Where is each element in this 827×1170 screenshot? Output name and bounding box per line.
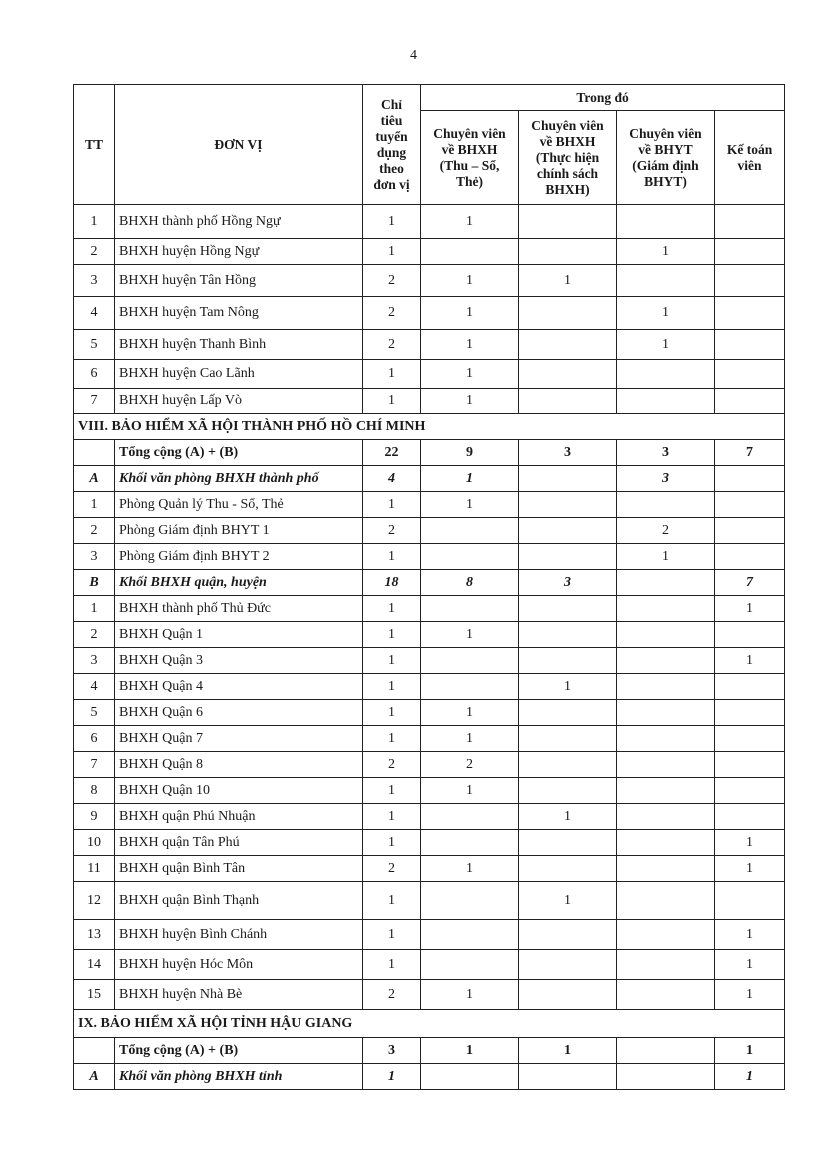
table-row bbox=[74, 950, 785, 980]
cell-unit: BHXH Quận 10 bbox=[115, 778, 363, 804]
cell-bhxh-thu: 1 bbox=[421, 466, 519, 492]
cell-ke-toan bbox=[715, 622, 785, 648]
cell-ke-toan: 1 bbox=[715, 830, 785, 856]
group-row bbox=[74, 570, 785, 596]
cell-tt: 3 bbox=[74, 648, 115, 674]
cell-bhyt bbox=[617, 596, 715, 622]
cell-tt: 6 bbox=[74, 360, 115, 389]
cell-bhxh-chinh-sach bbox=[519, 492, 617, 518]
cell-bhyt bbox=[617, 804, 715, 830]
cell-bhyt: 3 bbox=[617, 440, 715, 466]
cell-bhxh-thu: 1 bbox=[421, 856, 519, 882]
table-row bbox=[74, 544, 785, 570]
cell-bhxh-chinh-sach: 3 bbox=[519, 570, 617, 596]
cell-bhxh-thu: 1 bbox=[421, 205, 519, 239]
cell-tt: 7 bbox=[74, 752, 115, 778]
cell-bhxh-chinh-sach bbox=[519, 648, 617, 674]
cell-tt: 1 bbox=[74, 596, 115, 622]
cell-bhxh-chinh-sach bbox=[519, 778, 617, 804]
group-row bbox=[74, 466, 785, 492]
cell-quota: 1 bbox=[363, 360, 421, 389]
cell-bhyt bbox=[617, 882, 715, 920]
cell-bhxh-chinh-sach bbox=[519, 980, 617, 1010]
cell-bhxh-chinh-sach bbox=[519, 330, 617, 360]
table-row bbox=[74, 882, 785, 920]
cell-tt: 1 bbox=[74, 492, 115, 518]
cell-bhyt bbox=[617, 265, 715, 297]
cell-tt: B bbox=[74, 570, 115, 596]
cell-quota: 1 bbox=[363, 920, 421, 950]
cell-unit: BHXH quận Bình Tân bbox=[115, 856, 363, 882]
cell-ke-toan bbox=[715, 492, 785, 518]
cell-ke-toan bbox=[715, 239, 785, 265]
table-header bbox=[74, 85, 785, 205]
cell-bhyt bbox=[617, 856, 715, 882]
cell-bhyt bbox=[617, 648, 715, 674]
cell-bhxh-chinh-sach bbox=[519, 518, 617, 544]
cell-unit: BHXH huyện Nhà Bè bbox=[115, 980, 363, 1010]
cell-quota: 4 bbox=[363, 466, 421, 492]
cell-quota: 2 bbox=[363, 330, 421, 360]
table-row bbox=[74, 330, 785, 360]
cell-bhyt bbox=[617, 1064, 715, 1090]
cell-bhxh-thu: 1 bbox=[421, 389, 519, 414]
cell-quota: 1 bbox=[363, 700, 421, 726]
cell-quota: 1 bbox=[363, 1064, 421, 1090]
cell-bhxh-chinh-sach bbox=[519, 830, 617, 856]
cell-unit: Khối BHXH quận, huyện bbox=[115, 570, 363, 596]
header-ke-toan: Kế toán viên bbox=[715, 111, 785, 205]
cell-quota: 1 bbox=[363, 389, 421, 414]
cell-tt: 4 bbox=[74, 674, 115, 700]
cell-bhxh-chinh-sach bbox=[519, 297, 617, 330]
cell-tt: 5 bbox=[74, 330, 115, 360]
cell-bhxh-thu: 8 bbox=[421, 570, 519, 596]
cell-bhyt bbox=[617, 492, 715, 518]
cell-bhxh-chinh-sach bbox=[519, 950, 617, 980]
cell-ke-toan bbox=[715, 466, 785, 492]
cell-unit: BHXH Quận 8 bbox=[115, 752, 363, 778]
header-trong-do: Trong đó bbox=[421, 85, 785, 111]
cell-bhxh-chinh-sach bbox=[519, 856, 617, 882]
cell-bhxh-chinh-sach bbox=[519, 596, 617, 622]
table-row bbox=[74, 205, 785, 239]
table-row bbox=[74, 980, 785, 1010]
cell-quota: 2 bbox=[363, 297, 421, 330]
cell-bhyt: 1 bbox=[617, 239, 715, 265]
cell-bhxh-chinh-sach bbox=[519, 752, 617, 778]
cell-ke-toan: 1 bbox=[715, 1064, 785, 1090]
cell-ke-toan bbox=[715, 265, 785, 297]
cell-quota: 1 bbox=[363, 778, 421, 804]
page-number: 4 bbox=[410, 48, 417, 63]
cell-bhxh-chinh-sach bbox=[519, 466, 617, 492]
cell-quota: 1 bbox=[363, 882, 421, 920]
cell-unit: Tổng cộng (A) + (B) bbox=[115, 1038, 363, 1064]
table-row bbox=[74, 804, 785, 830]
cell-ke-toan: 7 bbox=[715, 570, 785, 596]
cell-bhxh-chinh-sach: 1 bbox=[519, 674, 617, 700]
cell-unit: BHXH quận Bình Thạnh bbox=[115, 882, 363, 920]
cell-quota: 1 bbox=[363, 205, 421, 239]
cell-bhyt bbox=[617, 920, 715, 950]
cell-bhxh-thu: 1 bbox=[421, 360, 519, 389]
table-row bbox=[74, 778, 785, 804]
cell-bhxh-thu: 1 bbox=[421, 297, 519, 330]
cell-ke-toan bbox=[715, 752, 785, 778]
cell-ke-toan: 1 bbox=[715, 1038, 785, 1064]
cell-bhxh-thu: 1 bbox=[421, 980, 519, 1010]
cell-unit: BHXH huyện Thanh Bình bbox=[115, 330, 363, 360]
cell-bhyt bbox=[617, 674, 715, 700]
cell-tt: 13 bbox=[74, 920, 115, 950]
cell-quota: 2 bbox=[363, 980, 421, 1010]
cell-bhxh-thu: 1 bbox=[421, 778, 519, 804]
cell-quota: 18 bbox=[363, 570, 421, 596]
cell-tt bbox=[74, 1038, 115, 1064]
cell-ke-toan bbox=[715, 518, 785, 544]
cell-unit: BHXH quận Tân Phú bbox=[115, 830, 363, 856]
cell-ke-toan: 1 bbox=[715, 648, 785, 674]
cell-bhxh-chinh-sach bbox=[519, 700, 617, 726]
cell-bhxh-thu: 2 bbox=[421, 752, 519, 778]
cell-quota: 2 bbox=[363, 856, 421, 882]
cell-tt: 14 bbox=[74, 950, 115, 980]
cell-bhxh-thu bbox=[421, 920, 519, 950]
cell-bhyt: 1 bbox=[617, 544, 715, 570]
cell-bhyt bbox=[617, 752, 715, 778]
cell-bhxh-chinh-sach bbox=[519, 544, 617, 570]
cell-bhxh-chinh-sach bbox=[519, 205, 617, 239]
cell-bhxh-chinh-sach: 1 bbox=[519, 265, 617, 297]
cell-ke-toan: 1 bbox=[715, 950, 785, 980]
section-title: IX. BẢO HIỂM XÃ HỘI TỈNH HẬU GIANG bbox=[74, 1010, 785, 1038]
cell-quota: 1 bbox=[363, 950, 421, 980]
cell-quota: 22 bbox=[363, 440, 421, 466]
cell-tt: 3 bbox=[74, 544, 115, 570]
cell-bhxh-chinh-sach: 1 bbox=[519, 882, 617, 920]
table-row bbox=[74, 752, 785, 778]
header-bhyt: Chuyên viên về BHYT (Giám định BHYT) bbox=[617, 111, 715, 205]
cell-tt: 7 bbox=[74, 389, 115, 414]
cell-quota: 1 bbox=[363, 830, 421, 856]
cell-bhxh-thu bbox=[421, 544, 519, 570]
table-row bbox=[74, 492, 785, 518]
cell-bhyt bbox=[617, 778, 715, 804]
cell-bhxh-chinh-sach bbox=[519, 622, 617, 648]
cell-tt: 2 bbox=[74, 622, 115, 648]
cell-bhxh-thu bbox=[421, 518, 519, 544]
cell-tt: 6 bbox=[74, 726, 115, 752]
cell-tt bbox=[74, 440, 115, 466]
header-bhxh-chinh-sach: Chuyên viên về BHXH (Thực hiện chính sách BHXH) bbox=[519, 111, 617, 205]
table-row bbox=[74, 856, 785, 882]
cell-bhyt bbox=[617, 830, 715, 856]
table-row bbox=[74, 700, 785, 726]
cell-unit: BHXH huyện Bình Chánh bbox=[115, 920, 363, 950]
group-row bbox=[74, 1064, 785, 1090]
cell-quota: 1 bbox=[363, 239, 421, 265]
cell-tt: 11 bbox=[74, 856, 115, 882]
cell-tt: 10 bbox=[74, 830, 115, 856]
cell-bhxh-thu: 1 bbox=[421, 726, 519, 752]
cell-bhyt: 1 bbox=[617, 330, 715, 360]
cell-bhxh-thu bbox=[421, 882, 519, 920]
cell-unit: BHXH huyện Hóc Môn bbox=[115, 950, 363, 980]
table-row bbox=[74, 239, 785, 265]
cell-ke-toan: 1 bbox=[715, 856, 785, 882]
table-row bbox=[74, 622, 785, 648]
cell-bhxh-thu: 1 bbox=[421, 1038, 519, 1064]
section-title: VIII. BẢO HIỂM XÃ HỘI THÀNH PHỐ HỒ CHÍ MINH bbox=[74, 414, 785, 440]
cell-ke-toan bbox=[715, 389, 785, 414]
cell-bhyt bbox=[617, 360, 715, 389]
cell-unit: BHXH huyện Tân Hồng bbox=[115, 265, 363, 297]
cell-quota: 3 bbox=[363, 1038, 421, 1064]
cell-bhxh-thu bbox=[421, 830, 519, 856]
cell-quota: 2 bbox=[363, 265, 421, 297]
cell-unit: BHXH huyện Tam Nông bbox=[115, 297, 363, 330]
table-row bbox=[74, 920, 785, 950]
cell-unit: BHXH huyện Lấp Vò bbox=[115, 389, 363, 414]
header-unit: ĐƠN VỊ bbox=[115, 85, 363, 205]
cell-unit: Phòng Quản lý Thu - Sổ, Thẻ bbox=[115, 492, 363, 518]
cell-tt: 2 bbox=[74, 518, 115, 544]
cell-unit: BHXH Quận 6 bbox=[115, 700, 363, 726]
cell-ke-toan bbox=[715, 297, 785, 330]
cell-bhxh-chinh-sach: 1 bbox=[519, 804, 617, 830]
cell-unit: Khối văn phòng BHXH tỉnh bbox=[115, 1064, 363, 1090]
cell-bhxh-chinh-sach: 1 bbox=[519, 1038, 617, 1064]
cell-bhxh-chinh-sach: 3 bbox=[519, 440, 617, 466]
cell-quota: 2 bbox=[363, 752, 421, 778]
cell-bhxh-thu: 9 bbox=[421, 440, 519, 466]
section-row bbox=[74, 414, 785, 440]
cell-ke-toan bbox=[715, 330, 785, 360]
cell-quota: 1 bbox=[363, 726, 421, 752]
cell-tt: 2 bbox=[74, 239, 115, 265]
cell-unit: Phòng Giám định BHYT 2 bbox=[115, 544, 363, 570]
cell-tt: 3 bbox=[74, 265, 115, 297]
cell-bhxh-thu bbox=[421, 648, 519, 674]
header-tt: TT bbox=[74, 85, 115, 205]
table-row bbox=[74, 648, 785, 674]
cell-bhxh-thu: 1 bbox=[421, 265, 519, 297]
table-row bbox=[74, 389, 785, 414]
cell-ke-toan bbox=[715, 674, 785, 700]
cell-ke-toan bbox=[715, 882, 785, 920]
cell-tt: A bbox=[74, 466, 115, 492]
cell-ke-toan bbox=[715, 544, 785, 570]
cell-quota: 1 bbox=[363, 674, 421, 700]
cell-quota: 1 bbox=[363, 492, 421, 518]
cell-bhxh-thu bbox=[421, 596, 519, 622]
cell-bhxh-thu: 1 bbox=[421, 622, 519, 648]
recruitment-table bbox=[73, 84, 785, 1090]
table-row bbox=[74, 518, 785, 544]
cell-ke-toan: 7 bbox=[715, 440, 785, 466]
cell-bhyt: 3 bbox=[617, 466, 715, 492]
cell-tt: 9 bbox=[74, 804, 115, 830]
table-row bbox=[74, 265, 785, 297]
cell-quota: 1 bbox=[363, 622, 421, 648]
cell-unit: BHXH huyện Cao Lãnh bbox=[115, 360, 363, 389]
table-row bbox=[74, 674, 785, 700]
cell-ke-toan bbox=[715, 205, 785, 239]
cell-unit: BHXH Quận 3 bbox=[115, 648, 363, 674]
header-quota: Chỉ tiêu tuyển dụng theo đơn vị bbox=[363, 85, 421, 205]
cell-bhyt bbox=[617, 1038, 715, 1064]
cell-unit: BHXH Quận 7 bbox=[115, 726, 363, 752]
cell-bhxh-chinh-sach bbox=[519, 726, 617, 752]
cell-bhyt bbox=[617, 205, 715, 239]
cell-ke-toan: 1 bbox=[715, 980, 785, 1010]
cell-bhxh-thu bbox=[421, 950, 519, 980]
cell-ke-toan bbox=[715, 726, 785, 752]
header-bhxh-thu: Chuyên viên về BHXH (Thu – Sổ, Thẻ) bbox=[421, 111, 519, 205]
cell-unit: BHXH Quận 4 bbox=[115, 674, 363, 700]
cell-bhyt bbox=[617, 726, 715, 752]
cell-unit: Tổng cộng (A) + (B) bbox=[115, 440, 363, 466]
cell-tt: 4 bbox=[74, 297, 115, 330]
cell-tt: 12 bbox=[74, 882, 115, 920]
cell-quota: 1 bbox=[363, 648, 421, 674]
table-row bbox=[74, 297, 785, 330]
cell-bhxh-thu: 1 bbox=[421, 330, 519, 360]
cell-tt: 8 bbox=[74, 778, 115, 804]
cell-bhxh-chinh-sach bbox=[519, 920, 617, 950]
cell-tt: 15 bbox=[74, 980, 115, 1010]
cell-bhxh-thu bbox=[421, 804, 519, 830]
cell-bhyt bbox=[617, 980, 715, 1010]
table-row bbox=[74, 726, 785, 752]
cell-bhxh-thu bbox=[421, 674, 519, 700]
cell-unit: BHXH Quận 1 bbox=[115, 622, 363, 648]
cell-bhxh-thu: 1 bbox=[421, 700, 519, 726]
cell-tt: A bbox=[74, 1064, 115, 1090]
cell-bhyt bbox=[617, 389, 715, 414]
cell-bhxh-thu bbox=[421, 1064, 519, 1090]
cell-ke-toan bbox=[715, 360, 785, 389]
cell-ke-toan bbox=[715, 804, 785, 830]
total-row bbox=[74, 1038, 785, 1064]
cell-quota: 1 bbox=[363, 544, 421, 570]
cell-unit: BHXH thành phố Thủ Đức bbox=[115, 596, 363, 622]
cell-bhyt bbox=[617, 950, 715, 980]
cell-unit: BHXH quận Phú Nhuận bbox=[115, 804, 363, 830]
cell-unit: Phòng Giám định BHYT 1 bbox=[115, 518, 363, 544]
cell-bhyt: 1 bbox=[617, 297, 715, 330]
cell-quota: 1 bbox=[363, 596, 421, 622]
cell-quota: 2 bbox=[363, 518, 421, 544]
table-row bbox=[74, 830, 785, 856]
cell-bhxh-chinh-sach bbox=[519, 389, 617, 414]
cell-tt: 1 bbox=[74, 205, 115, 239]
cell-ke-toan: 1 bbox=[715, 596, 785, 622]
cell-bhxh-thu: 1 bbox=[421, 492, 519, 518]
cell-ke-toan bbox=[715, 700, 785, 726]
cell-bhyt bbox=[617, 700, 715, 726]
table-row bbox=[74, 360, 785, 389]
cell-bhxh-chinh-sach bbox=[519, 1064, 617, 1090]
cell-bhxh-chinh-sach bbox=[519, 360, 617, 389]
total-row bbox=[74, 440, 785, 466]
table-row bbox=[74, 596, 785, 622]
cell-bhxh-thu bbox=[421, 239, 519, 265]
cell-ke-toan: 1 bbox=[715, 920, 785, 950]
section-row bbox=[74, 1010, 785, 1038]
cell-bhyt: 2 bbox=[617, 518, 715, 544]
cell-quota: 1 bbox=[363, 804, 421, 830]
cell-bhxh-chinh-sach bbox=[519, 239, 617, 265]
cell-unit: Khối văn phòng BHXH thành phố bbox=[115, 466, 363, 492]
cell-tt: 5 bbox=[74, 700, 115, 726]
cell-unit: BHXH thành phố Hồng Ngự bbox=[115, 205, 363, 239]
cell-unit: BHXH huyện Hồng Ngự bbox=[115, 239, 363, 265]
table-body bbox=[74, 205, 785, 1090]
cell-ke-toan bbox=[715, 778, 785, 804]
cell-bhyt bbox=[617, 570, 715, 596]
cell-bhyt bbox=[617, 622, 715, 648]
